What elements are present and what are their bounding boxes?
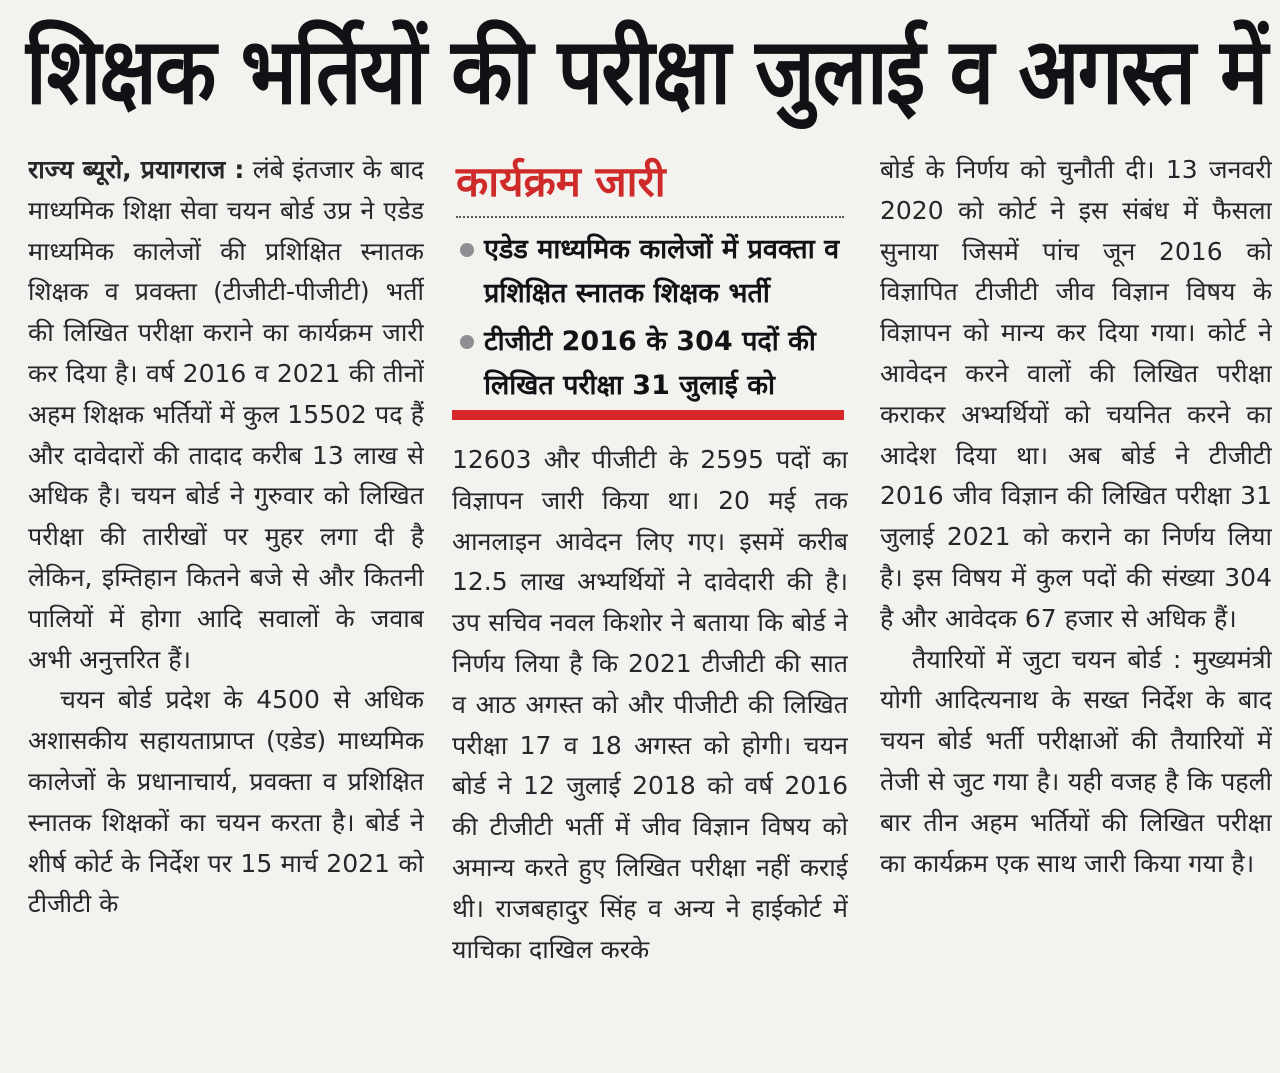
highlight-bullet-text: एडेड माध्यमिक कालेजों में प्रवक्ता व प्रशिक्षित स्नातक शिक्षक भर्ती [484,234,840,309]
highlight-bullet-item [452,320,848,408]
byline: राज्य ब्यूरो, प्रयागराज : [28,155,245,184]
article-column-2 [452,440,848,1055]
article-paragraph-1 [28,150,424,680]
article-paragraph-4: बोर्ड के निर्णय को चुनौती दी। 13 जनवरी 2020 को कोर्ट ने इस संबंध में फैसला सुनाया जिसमें पांच जून 2016 को विज्ञापित टीजीटी जीव विज्ञान विषय के विज्ञापन को मान्य कर दिया गया। कोर्ट ने आवेदन करने वालों की लिखित परीक्षा कराकर अभ्यर्थियों को चयनित करने का आदेश दिया था। अब बोर्ड ने टीजीटी 2016 जीव विज्ञान की लिखित परीक्षा 31 जुलाई 2021 को कराने का निर्णय लिया है। इस विषय में कुल पदों की संख्या 304 है और आवेदक 67 हजार से अधिक हैं। [880,155,1272,633]
highlight-bullet-text: टीजीटी 2016 के 304 पदों की लिखित परीक्षा 31 जुलाई को [484,326,816,401]
article-paragraph-5: तैयारियों में जुटा चयन बोर्ड : मुख्यमंत्री योगी आदित्यनाथ के सख्त निर्देश के बाद चयन बोर्ड भर्ती परीक्षाओं की तैयारियों में तेजी से जुट गया है। यही वजह है कि पहली बार तीन अहम भर्तियों की लिखित परीक्षा का कार्यक्रम एक साथ जारी किया गया है। [880,644,1272,878]
headline: शिक्षक भर्तियों की परीक्षा जुलाई व अगस्त में [26,18,1267,126]
article-paragraph-3: 12603 और पीजीटी के 2595 पदों का विज्ञापन जारी किया था। 20 मई तक आनलाइन आवेदन लिए गए। इसमें करीब 12.5 लाख अभ्यर्थियों ने दावेदारी की है। उप सचिव नवल किशोर ने बताया कि बोर्ड ने निर्णय लिया है कि 2021 टीजीटी की सात व आठ अगस्त को और पीजीटी की लिखित परीक्षा 17 व 18 अगस्त को होगी। चयन बोर्ड ने 12 जुलाई 2018 को वर्ष 2016 की टीजीटी भर्ती में जीव विज्ञान विषय को अमान्य करते हुए लिखित परीक्षा नहीं कराई थी। राजबहादुर सिंह व अन्य ने हाईकोर्ट में याचिका दाखिल करके [452,445,848,964]
highlight-bullet-item [452,228,848,316]
article-column-3 [880,150,1272,1055]
bullet-dot-icon [460,335,474,349]
paragraph-1-text: लंबे इंतजार के बाद माध्यमिक शिक्षा सेवा चयन बोर्ड उप्र ने एडेड माध्यमिक कालेजों की प्रशिक्षित स्नातक शिक्षक व प्रवक्ता (टीजीटी-पीजीटी) भर्ती की लिखित परीक्षा कराने का कार्यक्रम जारी कर दिया है। वर्ष 2016 व 2021 की तीनों अहम शिक्षक भर्तियों में कुल 15502 पद हैं और दावेदारों की तादाद करीब 13 लाख से अधिक है। चयन बोर्ड ने गुरुवार को लिखित परीक्षा की तारीखों पर मुहर लगा दी है लेकिन, इम्तिहान कितने बजे से और कितनी पालियों में होगा आदि सवालों के जवाब अभी अनुत्तरित हैं। [28,155,424,674]
article-paragraph-2: चयन बोर्ड प्रदेश के 4500 से अधिक अशासकीय सहायताप्राप्त (एडेड) माध्यमिक कालेजों के प्रधानाचार्य, प्रवक्ता व प्रशिक्षित स्नातक शिक्षकों का चयन करता है। बोर्ड ने शीर्ष कोर्ट के निर्देश पर 15 मार्च 2021 को टीजीटी के [28,685,424,919]
bullet-dot-icon [460,243,474,257]
highlight-box [452,150,848,420]
article-column-1 [28,150,424,1055]
highlight-box-title: कार्यक्रम जारी [456,157,666,206]
dotted-divider [456,216,844,218]
red-divider-bar [452,410,844,420]
